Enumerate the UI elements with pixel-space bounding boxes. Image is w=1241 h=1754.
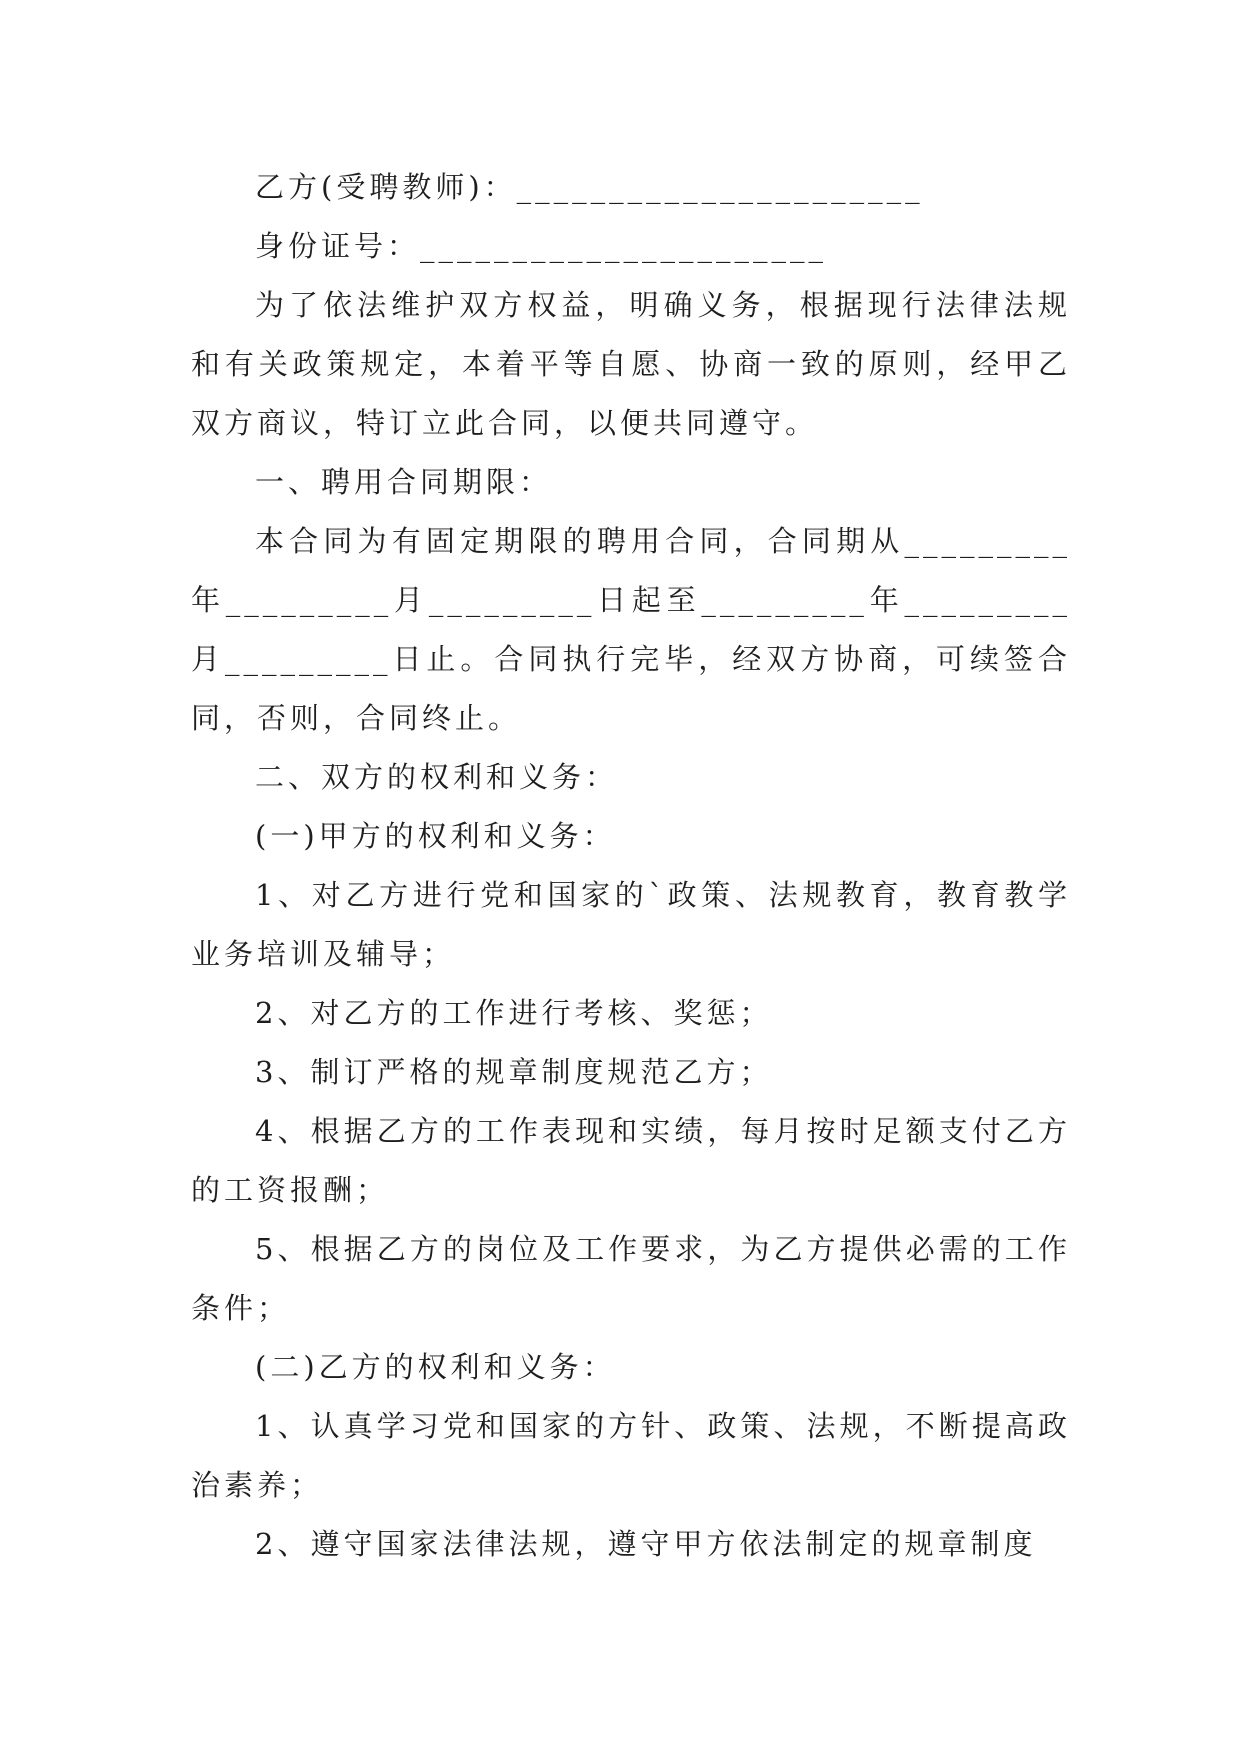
party-b-item-2: 2、遵守国家法律法规，遵守甲方依法制定的规章制度: [255, 1527, 1037, 1561]
party-a-item-2: 2、对乙方的工作进行考核、奖惩；: [255, 996, 773, 1030]
party-a-item-1: 1、对乙方进行党和国家的`政策、法规教育，教育教学业务培训及辅导；: [191, 878, 1071, 971]
contract-body: [191, 158, 1071, 1574]
party-b-teacher-line: 乙方(受聘教师)：______________________: [255, 170, 924, 204]
preamble-paragraph: 为了依法维护双方权益，明确义务，根据现行法律法规和有关政策规定，本着平等自愿、协商一致的原则，经甲乙双方商议，特订立此合同，以便共同遵守。: [191, 288, 1071, 440]
subsection-heading-party-b: (二)乙方的权利和义务：: [255, 1350, 616, 1384]
party-a-item-5: 5、根据乙方的岗位及工作要求，为乙方提供必需的工作条件；: [191, 1232, 1071, 1325]
id-number-line: 身份证号：______________________: [255, 229, 828, 263]
party-a-item-3: 3、制订严格的规章制度规范乙方；: [255, 1055, 773, 1089]
section-heading-term: 一、聘用合同期限：: [255, 465, 553, 499]
party-b-item-1: 1、认真学习党和国家的方针、政策、法规，不断提高政治素养；: [191, 1409, 1071, 1502]
section-heading-rights: 二、双方的权利和义务：: [255, 760, 619, 794]
party-a-item-4: 4、根据乙方的工作表现和实绩，每月按时足额支付乙方的工资报酬；: [191, 1114, 1071, 1207]
subsection-heading-party-a: (一)甲方的权利和义务：: [255, 819, 616, 853]
contract-term-paragraph: 本合同为有固定期限的聘用合同，合同期从_________年_________月_________日起至_________年_________月_________日止。合同执行完毕，经双方协商，可续签合同，否则，合同终止。: [191, 524, 1071, 735]
